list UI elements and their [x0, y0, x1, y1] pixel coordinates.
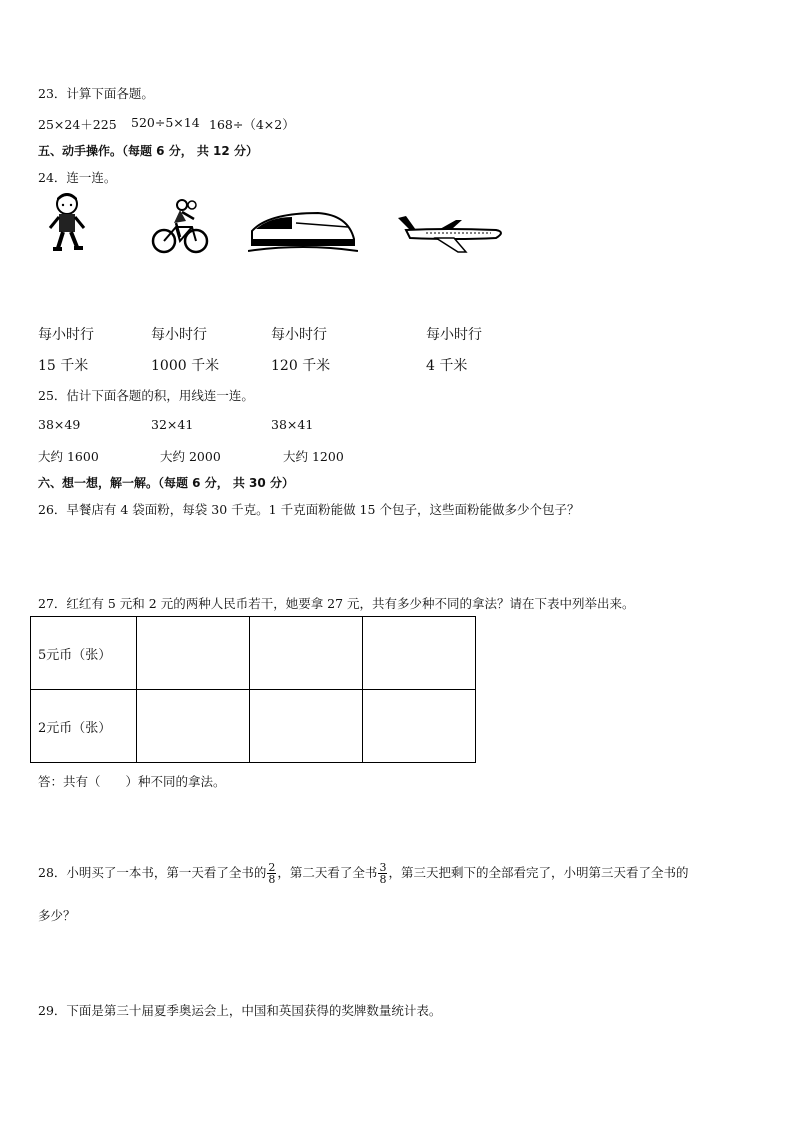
q24-title: 24．连一连。	[38, 170, 117, 185]
table-cell[interactable]	[137, 617, 250, 690]
speed-value-2: 1000 千米	[151, 358, 220, 374]
q28-part-2: ，第二天看了全书	[277, 865, 378, 880]
table-row	[31, 690, 476, 763]
q25-title: 25．估计下面各题的积，用线连一连。	[38, 388, 254, 403]
table-cell[interactable]	[250, 690, 363, 763]
q25-expr-1: 38×49	[38, 417, 81, 432]
cyclist-icon	[150, 197, 210, 255]
q28-part-1: 28．小明买了一本书，第一天看了全书的	[38, 865, 267, 880]
section-6-heading: 六、想一想，解一解。（每题 6 分， 共 30 分）	[38, 476, 294, 490]
q23-expr-3: 168÷（4×2）	[209, 117, 295, 132]
speed-label-3: 每小时行	[271, 327, 327, 343]
q27-text: 27．红红有 5 元和 2 元的两种人民币若干，她要拿 27 元，共有多少种不同的拿法？请在下表中列举出来。	[38, 596, 635, 611]
speed-value-4: 4 千米	[426, 358, 468, 374]
table-row	[31, 617, 476, 690]
q25-expr-2: 32×41	[151, 417, 194, 432]
airplane-icon	[396, 212, 508, 254]
fraction-2-8: $\frac{2}{8}$	[268, 861, 276, 886]
q25-expr-3: 38×41	[271, 417, 314, 432]
q25-estimate-1: 大约 1600	[38, 449, 99, 464]
q25-estimate-3: 大约 1200	[283, 449, 344, 464]
table-cell[interactable]	[137, 690, 250, 763]
q23-title: 23．计算下面各题。	[38, 86, 154, 101]
row-label-5yuan: 5元币（张）	[31, 617, 137, 690]
table-cell[interactable]	[363, 690, 476, 763]
enumeration-table	[30, 616, 476, 763]
q28-line-2: 多少？	[38, 908, 76, 923]
q25-estimate-2: 大约 2000	[160, 449, 221, 464]
q28-part-3: ，第三天把剩下的全部看完了，小明第三天看了全书的	[388, 865, 689, 880]
table-cell[interactable]	[363, 617, 476, 690]
q23-expr-2: 520÷5×14	[131, 115, 200, 130]
walking-child-icon	[44, 190, 90, 254]
speed-label-2: 每小时行	[151, 327, 207, 343]
q27-answer: 答：共有（ ）种不同的拿法。	[38, 774, 226, 789]
speed-value-3: 120 千米	[271, 358, 331, 374]
fraction-3-8: $\frac{3}{8}$	[379, 861, 387, 886]
q26-text: 26．早餐店有 4 袋面粉，每袋 30 千克。1 千克面粉能做 15 个包子，这些面粉能做多少个包子？	[38, 502, 580, 517]
speed-label-1: 每小时行	[38, 327, 94, 343]
section-5-heading: 五、动手操作。（每题 6 分， 共 12 分）	[38, 144, 258, 158]
q28-text	[38, 862, 688, 885]
high-speed-train-icon	[248, 207, 358, 255]
row-label-2yuan: 2元币（张）	[31, 690, 137, 763]
speed-value-1: 15 千米	[38, 358, 89, 374]
q23-expr-1: 25×24＋225	[38, 117, 117, 132]
table-cell[interactable]	[250, 617, 363, 690]
speed-label-4: 每小时行	[426, 327, 482, 343]
q29-text: 29．下面是第三十届夏季奥运会上，中国和英国获得的奖牌数量统计表。	[38, 1003, 442, 1018]
